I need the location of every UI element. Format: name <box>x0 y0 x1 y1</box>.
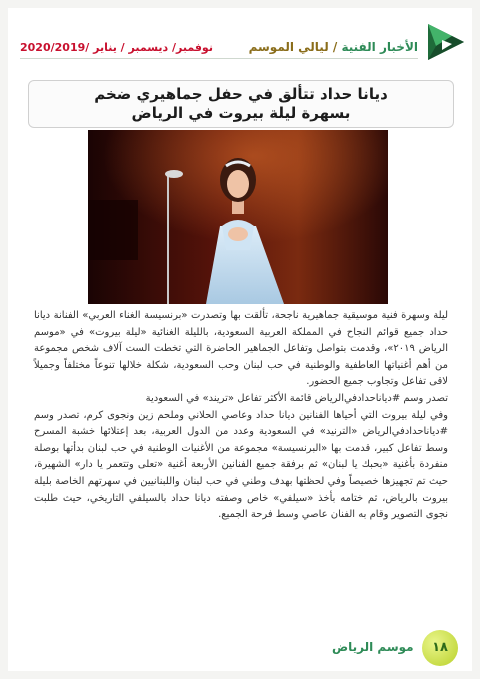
article-body <box>34 308 448 524</box>
header-brand: ليالي الموسم <box>248 40 329 54</box>
article-paragraph-2: تصدر وسم #ديانا‌حداد‌في‌الرياض قائمة الأكثر تفاعل «تريند» في السعودية <box>145 392 448 404</box>
singer-on-stage-image <box>88 130 388 304</box>
article-title <box>29 81 453 127</box>
header-section: الأخبار الفنية <box>341 40 418 54</box>
header-section-title <box>249 40 418 54</box>
article-title-line2: بسهرة ليلة بيروت في الرياض <box>131 104 351 122</box>
page-number: ١٨ <box>422 630 458 666</box>
header-rule <box>20 58 418 59</box>
article-paragraph-1: ليلة وسهرة فنية موسيقية جماهيرية ناجحة، تألقت بها وتصدرت «برنسيسة الغناء العربي» الفنانة ديانا حداد جميع قوائم النجاح في المملكة العربية السعودية، بالليلة الغنائية «ليلة بيروت» في «موسم الرياض ٢٠١٩»، وقدمت بتواصل وتفاعل الجماهير الحاضرة التي تخطت الست آلاف شخص مجموعة من أهم أغنياتها العاطفية والوطنية في حب لبنان وحب السعودية، شكلة خلالها تنوعاً مختلفاً وجميلاً لاقى تفاعل وتجاوب جميع الحضور. <box>34 310 448 388</box>
header-separator: / <box>328 40 342 54</box>
article-photo <box>88 130 388 304</box>
article-title-line1: ديانا حداد تتألق في حفل جماهيري ضخم <box>94 85 388 103</box>
header-date: نوفمبر/ ديسمبر / يناير /2020/2019 <box>20 41 213 54</box>
article-paragraph-3: وفي ليلة بيروت التي أحياها الفنانين ديانا حداد وعاصي الحلاني وملحم زين ونجوى كرم، تصدر وسم #ديانا‌حداد‌في‌الرياض «الترنيد» في السعودية وعدد من الدول العربية، بعد إعتلائها خشبة المسرح وسط تفاعل كبير، قدمت بها «البرنسيسة» مجموعة من الأغنيات الوطنية في حب لبنان بدأتها بوصلة منفردة بأغنية «بحبك يا لبنان» ثم برفقة جميع الفنانين الأربعة أغنية «تعلى وتتعمر يا دار» الشهيرة، حيث تم تجهيزها خصيصاً وفي لحظتها بهدف وطني في حب لبنان واللبنانيين في سهرتهم الخاصة بليلة بيروت بالرياض، ثم ختامه بأخذ «سيلفي» خاص وصفته ديانا حداد بالسيلفي التاريخي، حيث طلبت نجوى التصوير وقام به الفنان عاصي وسط فرحة الجميع. <box>34 409 448 521</box>
article-title-box <box>28 80 454 128</box>
magazine-page <box>8 8 472 671</box>
footer-brand: موسم الرياض <box>332 640 414 654</box>
riyadh-season-logo-icon <box>422 20 468 64</box>
page-header <box>8 8 472 68</box>
